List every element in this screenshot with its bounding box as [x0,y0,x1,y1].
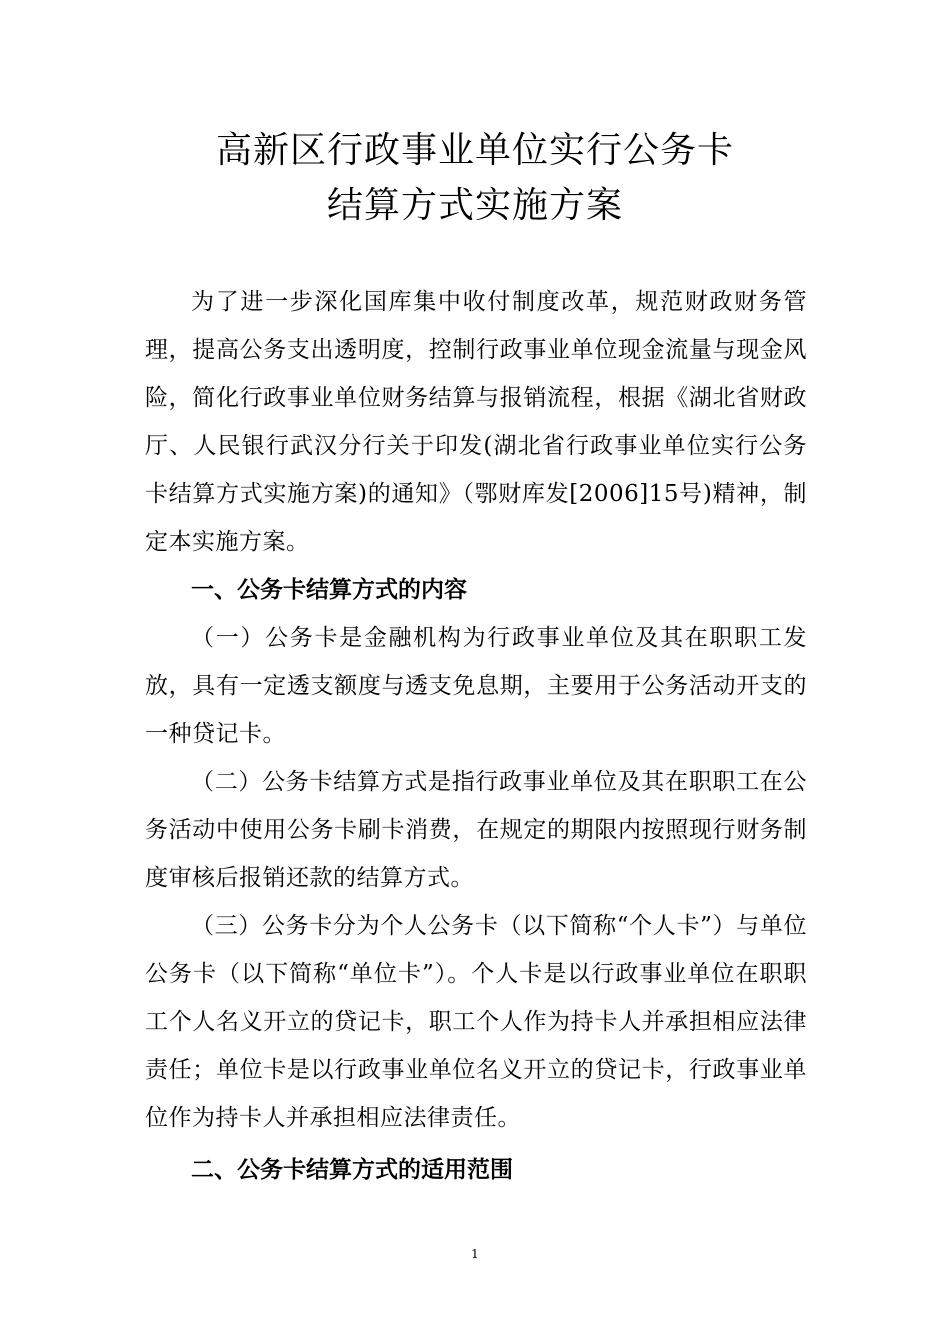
document-title-line-1: 高新区行政事业单位实行公务卡 [215,130,734,171]
intro-paragraph: 为了进一步深化国库集中收付制度改革，规范财政财务管理，提高公务支出透明度，控制行政事业单位现金流量与现金风险，简化行政事业单位财务结算与报销流程，根据《湖北省财政厅、人民银行武汉分行关于印发(湖北省行政事业单位实行公务卡结算方式实施方案)的通知》（鄂财库发[2006]15号)精神，制定本实施方案。 [145,289,807,555]
document-body [145,278,807,1194]
section-1-item-2: （二）公务卡结算方式是指行政事业单位及其在职职工在公务活动中使用公务卡刷卡消费，在规定的期限内按照现行财务制度审核后报销还款的结算方式。 [145,769,807,891]
document-title-line-2: 结算方式实施方案 [326,185,623,226]
section-1-heading: 一、公务卡结算方式的内容 [191,577,467,603]
page-number: 1 [471,1247,479,1261]
section-1-item-1: （一）公务卡是金融机构为行政事业单位及其在职职工发放，具有一定透支额度与透支免息期，主要用于公务活动开支的一种贷记卡。 [145,625,807,747]
section-1-item-3: （三）公务卡分为个人公务卡（以下简称“个人卡”）与单位公务卡（以下简称“单位卡”）。个人卡是以行政事业单位在职职工个人名义开立的贷记卡，职工个人作为持卡人并承担相应法律责任；单位卡是以行政事业单位名义开立的贷记卡，行政事业单位作为持卡人并承担相应法律责任。 [145,913,807,1131]
section-2-heading: 二、公务卡结算方式的适用范围 [191,1157,513,1183]
